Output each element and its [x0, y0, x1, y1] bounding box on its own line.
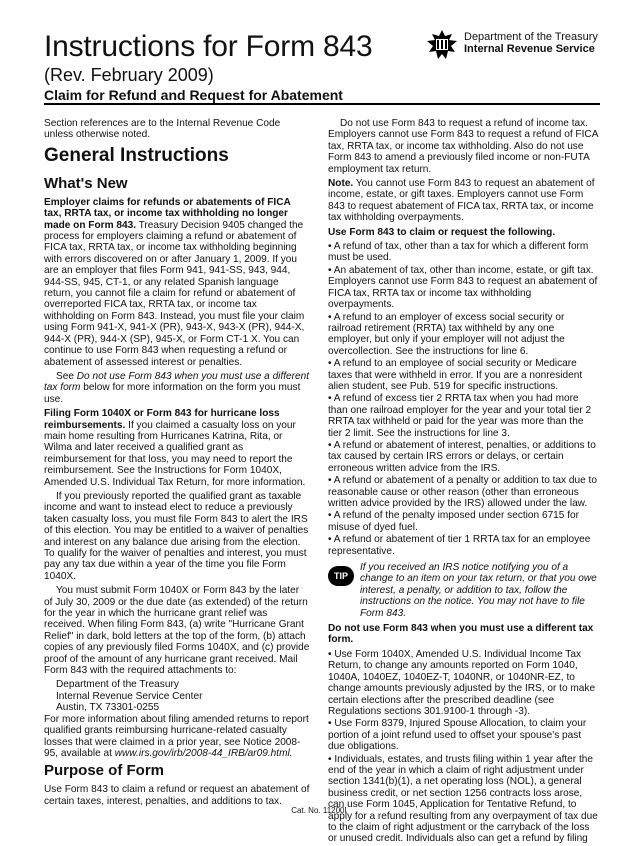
see-reference: Do not use Form 843 when you must use a different tax form: [44, 370, 310, 394]
note-paragraph: [328, 178, 600, 224]
list-item: • Individuals, estates, and trusts filing within 1 year after the end of the year in which a claim of right adjustment under section 1341(b)(1), a net operating loss (NOL), a general business credit, or net section 1256 contracts loss arose, can use Form 1045, Application for Tentative Refund, to apply for a refund resulting from any overpayment of tax due to the claim of right adjustment or the carryback of the loss or unused credit. Individuals also can get a refund by filing: [328, 754, 600, 845]
address-line-1: Department of the Treasury: [56, 679, 179, 691]
tip-box: [328, 562, 600, 619]
address-line-2: Internal Revenue Service Center: [56, 690, 203, 702]
revision-date: (Rev. February 2009): [44, 65, 214, 85]
list-item: • A refund or abatement of interest, penalties, or additions to tax caused by certain IRS errors or delays, or certain erroneous written advice from the IRS.: [328, 440, 600, 474]
agency-block: [464, 31, 598, 55]
heading-general-instructions: General Instructions: [44, 144, 229, 166]
more-info-text: For more information about filing amended returns to report qualified grants reimbursing hurricane-related casualty losses that were claimed in a prior year, see Notice 2008-95, available at: [44, 713, 309, 759]
list-item: • An abatement of tax, other than income, estate, or gift tax. Employers cannot use Form 843 to request an abatement of FICA tax, RRTA tax or income tax withholding overpayments.: [328, 265, 600, 311]
document-subtitle: Claim for Refund and Request for Abatement: [44, 87, 343, 103]
intro-text: Section references are to the Internal Revenue Code unless otherwise noted.: [44, 118, 281, 141]
submit-paragraph: You must submit Form 1040X or Form 843 by the later of July 30, 2009 or the due date (as extended) of the return for the year in which the hurricane grant relief was received. When filing Form 843, (a) write "Hurricane Grant Relief" in dark, bold letters at the top of the form, (b) attach copies of any previously filed Forms 1040X, and (c) provide proof of the amount of any hurricane grant received. Mail Form 843 with the required attachments to:: [44, 585, 310, 677]
list-item: • A refund to an employer of excess social security or railroad retirement (RRTA) tax withheld by any one employer, but only if your employer will not adjust the overcollection. See the instructions for line 6.: [328, 312, 600, 358]
purpose-paragraph: Use Form 843 to claim a refund or request an abatement of certain taxes, interest, penalties, and additions to tax.: [44, 784, 310, 807]
heading-purpose-of-form: Purpose of Form: [44, 762, 165, 780]
list-item: • A refund or abatement of a penalty or addition to tax due to reasonable cause or other reason (other than erroneous written advice provided by the IRS) allowed under the law.: [328, 475, 600, 509]
note-label: Note.: [328, 178, 354, 190]
different-form-heading: Do not use Form 843 when you must use a different tax form.: [328, 623, 594, 646]
catalog-number: Cat. No. 11200I: [291, 806, 347, 815]
hurricane-body: If you claimed a casualty loss on your main home resulting from Hurricanes Katrina, Rita, or Wilma and later received a qualified grant as reimbursement for that loss, you may need to report the reimbursement. See the Instructions for Form 1040X, Amended U.S. Individual Tax Return, for more information.: [44, 419, 306, 488]
list-item: • A refund of tax, other than a tax for which a different form must be used.: [328, 241, 600, 264]
right-column: [328, 118, 600, 846]
more-info-paragraph: [44, 714, 310, 760]
agency-name: Internal Revenue Service: [464, 43, 595, 55]
agency-department: Department of the Treasury: [464, 31, 598, 43]
hurricane-lead: Filing Form 1040X or Form 843 for hurricane loss reimbursements.: [44, 408, 280, 431]
list-item: • A refund to an employee of social security or Medicare taxes that were withheld in error. If you are a nonresident alien student, see Pub. 519 for specific instructions.: [328, 358, 600, 392]
see-post: below for more information on the form you must use.: [44, 382, 301, 405]
list-item: • A refund of excess tier 2 RRTA tax when you had more than one railroad employer for the year and your total tier 2 RRTA tax withheld or paid for the year was more than the tier 2 limit. See the instructions for line 3.: [328, 393, 600, 439]
list-item: • Use Form 8379, Injured Spouse Allocation, to claim your portion of a joint refund used to offset your spouse's past due obligations.: [328, 718, 600, 752]
see-paragraph: [44, 371, 310, 405]
document-title: Instructions for Form 843: [44, 30, 373, 63]
list-item: • A refund of the penalty imposed under section 6715 for misuse of dyed fuel.: [328, 510, 600, 533]
whats-new-lead: Employer claims for refunds or abatements of FICA tax, RRTA tax, or income tax withholding no longer made on Form 843.: [44, 196, 291, 231]
tip-icon: TIP: [328, 566, 354, 586]
do-not-use-paragraph: Do not use Form 843 to request a refund of income tax. Employers cannot use Form 843 to request a refund of FICA tax, RRTA tax, or income tax withholding. Also do not use Form 843 to amend a previously filed income or non-FUTA employment tax return.: [328, 118, 598, 175]
list-item: • Use Form 1040X, Amended U.S. Individual Income Tax Return, to change any amounts reported on Form 1040, 1040A, 1040EZ, 1040EZ-T, 1040NR, or 1040NR-EZ, to change amounts previously adjusted by the IRS, or to make certain elections after the prescribed deadline (see Regulations sections 301.9100-1 through -3).: [328, 649, 600, 717]
tip-text: If you received an IRS notice notifying you of a change to an item on your tax return, or that you owe interest, a penalty, or addition to tax, follow the instructions on the notice. You may not have to file Form 843.: [360, 562, 597, 619]
grant-paragraph: If you previously reported the qualified grant as taxable income and want to instead elect to reduce a previously taken casualty loss, you must file Form 843 to alert the IRS of this election. You may be entitled to a waiver of penalties and interest on any balance due arising from the election. To qualify for the waiver of penalties and interest, you must pay any tax due within a year of the time you file Form 1040X.: [44, 490, 309, 582]
note-body: You cannot use Form 843 to request an abatement of income, estate, or gift taxes. Employers cannot use Form 843 to request abatement of FICA tax, RRTA tax, or income tax withholding overpayments.: [328, 178, 595, 224]
list-item: • A refund or abatement of tier 1 RRTA tax for an employee representative.: [328, 534, 600, 557]
header-rule: [44, 103, 600, 105]
irs-eagle-logo-icon: [424, 28, 460, 62]
left-column: [44, 118, 310, 810]
address-line-3: Austin, TX 73301-0255: [56, 702, 160, 714]
see-pre: See: [56, 370, 77, 382]
hurricane-paragraph: [44, 408, 310, 488]
whats-new-body: Treasury Decision 9405 changed the process for employers claiming a refund or abatement of FICA tax, RRTA tax, or income tax withholding beginning with errors discovered on or after January 1, 2009. If you are an employer that files Form 941, 941-SS, 943, 944, 944-SS, 945, CT-1, or any related Spanish language return, you cannot file a claim for refund or abatement of overreported FICA tax, RRTA tax, or income tax withholding on Form 843. Instead, you must file your claim using Form 941-X, 941-X (PR), 943-X, 943-X (PR), 944-X, 944-X (PR), 944-X (SP), 945-X, or Form CT-1 X. You can continue to use Form 843 when requesting a refund or abatement of assessed interest or penalties.: [44, 219, 305, 368]
use-form-heading: Use Form 843 to claim or request the following.: [328, 226, 556, 238]
heading-whats-new: What's New: [44, 174, 128, 192]
notice-link[interactable]: www.irs.gov/irb/2008-44_IRB/ar09.html.: [114, 747, 293, 759]
whats-new-paragraph: [44, 197, 310, 368]
